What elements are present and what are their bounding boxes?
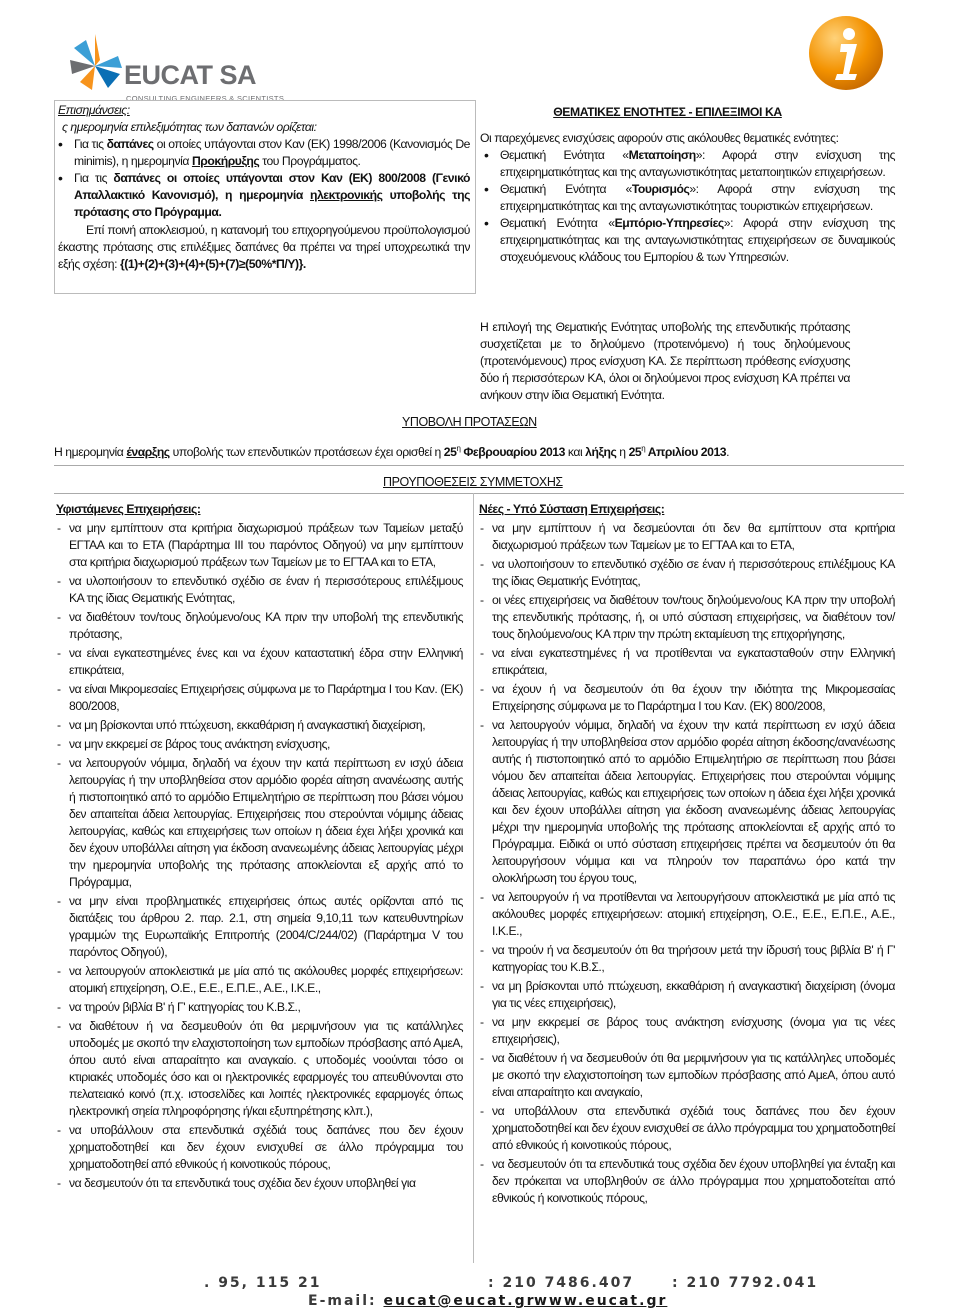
- footer-tel: : 210 7486.407: [488, 1275, 635, 1291]
- theme-item-tourism: • Θεματική Ενότητα «Τουρισμός»: Αφορά στην ενίσχυση της επιχειρηματικότητας και της ανταγωνιστικότητας τουριστικών επιχειρήσεων.: [484, 181, 895, 215]
- clarifications-intro: ς ημερομηνία επιλεξιμότητας των δαπανών ορίζεται:: [62, 120, 317, 134]
- footer-web-row: [534, 1293, 667, 1309]
- new-heading: Νέες - Υπό Σύσταση Επιχειρήσεις:: [479, 502, 665, 516]
- condition-item: - να υλοποιήσουν το επενδυτικό σχέδιο σε έναν ή περισσότερους επιλέξιμους ΚΑ της ίδιας Θεματικής Ενότητας,: [479, 556, 895, 590]
- submission-dates: Η ημερομηνία έναρξης υποβολής των επενδυτικών προτάσεων έχει ορισθεί η $25^\eta$ Φεβρουαρίου 2013 και λήξης η $25^\eta$ Απριλίου 2013.: [54, 444, 730, 460]
- condition-item: - να μη βρίσκονται υπό πτώχευση, εκκαθάριση ή αναγκαστική διαχείριση,: [56, 717, 463, 734]
- info-icon: [805, 12, 887, 94]
- footer-email-link[interactable]: eucat@eucat.gr: [383, 1293, 536, 1309]
- existing-businesses: [56, 501, 463, 1194]
- footer-address: . 95, 115 21: [204, 1275, 322, 1291]
- clarifications: [58, 102, 470, 273]
- condition-item: - να υποβάλλουν στα επενδυτικά σχέδιά τους δαπάνες που δεν έχουν χρηματοδοτηθεί και δεν έχουν ενισχυθεί σε άλλο πρόγραμμα του χρηματοδοτηθεί από εθνικούς ή κοινοτικούς πόρους,: [479, 1103, 895, 1154]
- condition-item: - να διαθέτουν τον/τους δηλούμενο/ους ΚΑ πριν την υποβολή της επενδυτικής πρότασης,: [56, 609, 463, 643]
- condition-item: - να μην εκκρεμεί σε βάρος τους ανάκτηση ενίσχυσης (όνομα για τις νέες επιχειρήσεις),: [479, 1014, 895, 1048]
- divider: [54, 493, 904, 494]
- divider: [54, 465, 904, 466]
- clarification-allocation: Επί ποινή αποκλεισμού, η κατανομή του επιχορηγούμενου προϋπολογισμού έκαστης πρότασης στις επιλέξιμες δαπάνες θα πρέπει να τηρεί υποχρεωτικά την εξής σχέση: {(1)+(2)+(3)+(4)+(5)+(7)≥(50%*Π/Υ)}.: [58, 223, 470, 271]
- condition-item: - να δεσμευτούν ότι τα επενδυτικά τους σχέδια δεν έχουν υποβληθεί για ένταξη και δεν πρόκειται να υποβληθούν σε άλλο πρόγραμμα που χρηματοδοτείται από εθνικούς ή κοινοτικούς πόρους,: [479, 1156, 895, 1207]
- column-divider: [473, 493, 474, 1263]
- new-conditions-list: [479, 520, 895, 1207]
- footer-email-row: [308, 1293, 536, 1309]
- condition-item: - να έχουν ή να δεσμευτούν ότι θα έχουν την ιδιότητα της Μικρομεσαίας Επιχείρησης σύμφωνα με το Παράρτημα Ι του Καν. (ΕΚ) 800/2008,: [479, 681, 895, 715]
- condition-item: - να μη βρίσκονται υπό πτώχευση, εκκαθάριση ή αναγκαστική διαχείριση (όνομα για τις νέες επιχειρήσεις),: [479, 978, 895, 1012]
- conditions-heading: ΠΡΟΥΠΟΘΕΣΕΙΣ ΣΥΜΜΕΤΟΧΗΣ: [383, 475, 563, 489]
- condition-item: - να λειτουργούν αποκλειστικά με μία από τις ακόλουθες μορφές επιχειρήσεων: ατομική επιχείρηση, Ο.Ε., Ε.Ε., Ε.Π.Ε., Α.Ε., Ι.Κ.Ε.,: [56, 963, 463, 997]
- footer-web-link[interactable]: www.eucat.gr: [534, 1293, 668, 1309]
- condition-item: - να τηρούν βιβλία Β' ή Γ' κατηγορίας του Κ.Β.Σ.,: [56, 999, 463, 1016]
- new-businesses: [479, 501, 895, 1209]
- condition-item: - να μην εμπίπτουν ή να δεσμεύονται ότι δεν θα εμπίπτουν στα κριτήρια διαχωρισμού πράξεων των Ταμείων με το ΕΓΤΑΑ και το ΕΤΑ,: [479, 520, 895, 554]
- logo-tagline: CONSULTING ENGINEERS & SCIENTISTS: [126, 94, 285, 103]
- themes-intro: Οι παρεχόμενες ενισχύσεις αφορούν στις ακόλουθες θεματικές ενότητες:: [480, 131, 839, 145]
- footer-email-label: E-mail:: [308, 1293, 384, 1309]
- condition-item: - να είναι Μικρομεσαίες Επιχειρήσεις σύμφωνα με το Παράρτημα Ι του Καν. (ΕΚ) 800/2008,: [56, 681, 463, 715]
- eucat-logo: [60, 18, 285, 103]
- condition-item: - να είναι εγκατεστημένες ή να προτίθενται να εγκατασταθούν στην Ελληνική επικράτεια,: [479, 645, 895, 679]
- allocation-formula: {(1)+(2)+(3)+(4)+(5)+(7)≥(50%*Π/Υ)}.: [119, 257, 306, 271]
- logo-name: EUCAT SA: [124, 60, 257, 90]
- existing-heading: Υφιστάμενες Επιχειρήσεις:: [56, 502, 201, 516]
- clarifications-heading: Επισημάνσεις:: [58, 103, 130, 117]
- condition-item: - να μην εμπίπτουν στα κριτήρια διαχωρισμού πράξεων των Ταμείων μεταξύ ΕΓΤΑΑ και το ΕΤΑ (Παράρτημα ΙΙΙ του παρόντος Οδηγού) να μην εμπίπτουν στα κριτήρια διαχωρισμού πράξεων των Ταμείων με το ΕΓΤΑΑ και το ΕΤΑ,: [56, 520, 463, 571]
- theme-item-commerce: • Θεματική Ενότητα «Εμπόριο-Υπηρεσίες»: Αφορά στην ενίσχυση της επιχειρηματικότητας και της ανταγωνιστικότητας επιχειρήσεων σε δυναμικούς στοχευόμενους κλάδους του Εμπορίου & των Υπηρεσιών.: [484, 215, 895, 266]
- condition-item: - να λειτουργούν νόμιμα, δηλαδή να έχουν την κατά περίπτωση εν ισχύ άδεια λειτουργίας ή την υποβληθείσα στον αρμόδιο φορέα αίτηση ανανέωσης αυτής ή πιστοποιητικό από το αρμόδιο Επιμελητήριο σε περίπτωση που βάσει νόμου δεν απαιτείται άδεια λειτουργίας. Επιχειρήσεις που στερούνται νόμιμης άδειας λειτουργίας, καθώς και επιχειρήσεις των οποίων η άδεια έχει λήξει χρονικά και δεν έχουν υποβάλλει αίτηση για έκδοση ανανεωμένης άδειας λειτουργίας μέχρι την ημερομηνία υποβολής της πρότασης αποκλείονται εξ αρχής από το Πρόγραμμα,: [56, 755, 463, 891]
- themes-note: Η επιλογή της Θεματικής Ενότητας υποβολής της επενδυτικής πρότασης συσχετίζεται με το δηλούμενο (προτεινόμενο) ή τους δηλούμενους (προτεινόμενους) προς ενίσχυση ΚΑ. Σε περίπτωση πρόθεσης ενίσχυσης δύο ή περισσότερων ΚΑ, όλοι οι δηλούμενοι προς ενίσχυση ΚΑ πρέπει να ανήκουν στην ίδια Θεματική Ενότητα.: [480, 320, 850, 402]
- condition-item: - να υλοποιήσουν το επενδυτικό σχέδιο σε έναν ή περισσότερους επιλέξιμους ΚΑ της ίδιας Θεματικής Ενότητας,: [56, 573, 463, 607]
- condition-item: - να μην είναι προβληματικές επιχειρήσεις όπως αυτές ορίζονται από τις διατάξεις του άρθρου 2. παρ. 2.1, στη σημεία 9,10,11 των κατευθυντηρίων γραμμών της Ευρωπαϊκής Επιτροπής (2004/C/244/02) (Παράρτημα V του παρόντος Οδηγού),: [56, 893, 463, 961]
- condition-item: - να διαθέτουν ή να δεσμευθούν ότι θα μεριμνήσουν για τις κατάλληλες υποδομές με σκοπό την ελαχιστοποίηση των εμποδίων πρόσβασης από ΑμεΑ, όπου αυτό είναι απαραίτητο και αναγκαίο,: [479, 1050, 895, 1101]
- existing-conditions-list: [56, 520, 463, 1192]
- condition-item: - να λειτουργούν νόμιμα, δηλαδή να έχουν την κατά περίπτωση εν ισχύ άδεια λειτουργίας ή την υποβληθείσα στον αρμόδιο φορέα αίτηση έκδοσης/ανανέωσης αυτής ή πιστοποιητικό από το αρμόδιο Επιμελητήριο σε περίπτωση που βάσει νόμου δεν απαιτείται άδεια λειτουργίας. Επιχειρήσεις που στερούνται νόμιμης άδειας λειτουργίας, καθώς και επιχειρήσεις των οποίων η άδεια έχει λήξει χρονικά και δεν έχουν υποβάλλει αίτηση για έκδοση ανανεωμένης άδειας λειτουργίας μέχρι την ημερομηνία υποβολής της πρότασης αποκλείονται εξ αρχής από το Πρόγραμμα. Ειδικά οι υπό σύσταση επιχειρήσεις πρέπει να δεσμευτούν ότι θα λειτουργήσουν νόμιμα και να πληρούν τον παραπάνω όρο κατά την ολοκλήρωση του έργου τους,: [479, 717, 895, 887]
- logo-mark-icon: [60, 26, 130, 96]
- clarification-item-deminimis: • Για τις δαπάνες οι οποίες υπάγονται στον Καν (ΕΚ) 1998/2006 (Κανονισμός De minimis), η ημερομηνία Προκήρυξης του Προγράμματος.: [58, 136, 470, 170]
- footer-fax: : 210 7792.041: [672, 1275, 819, 1291]
- theme-item-manufacturing: • Θεματική Ενότητα «Μεταποίηση»: Αφορά στην ενίσχυση της επιχειρηματικότητας και της ανταγωνιστικότητας μεταποιητικών επιχειρήσεων.: [484, 147, 895, 181]
- submission-heading: ΥΠΟΒΟΛΗ ΠΡΟΤΑΣΕΩΝ: [402, 415, 537, 429]
- clarification-item-gber: • Για τις δαπάνες οι οποίες υπάγονται στον Καν (ΕΚ) 800/2008 (Γενικό Απαλλακτικό Κανονισμό), η ημερομηνία ηλεκτρονικής υποβολής της πρότασης στο Πρόγραμμα.: [58, 170, 470, 221]
- themes-section: [480, 104, 895, 266]
- condition-item: - να δεσμευτούν ότι τα επενδυτικά τους σχέδια δεν έχουν υποβληθεί για: [56, 1175, 463, 1192]
- condition-item: - να μην εκκρεμεί σε βάρος τους ανάκτηση ενίσχυσης,: [56, 736, 463, 753]
- condition-item: - να υποβάλλουν στα επενδυτικά σχέδιά τους δαπάνες που δεν έχουν χρηματοδοτηθεί και δεν έχουν ενισχυθεί σε άλλο πρόγραμμα του χρηματοδοτηθεί από εθνικούς ή κοινοτικούς πόρους,: [56, 1122, 463, 1173]
- condition-item: - να είναι εγκατεστημένες ένες και να έχουν καταστατική έδρα στην Ελληνική επικράτεια,: [56, 645, 463, 679]
- condition-item: - να λειτουργούν ή να προτίθενται να λειτουργήσουν αποκλειστικά με μία από τις ακόλουθες μορφές επιχειρήσεων: ατομική επιχείρηση, Ο.Ε., Ε.Ε., Ε.Π.Ε., Α.Ε., Ι.Κ.Ε.,: [479, 889, 895, 940]
- condition-item: - να διαθέτουν ή να δεσμευθούν ότι θα μεριμνήσουν για τις κατάλληλες υποδομές με σκοπό την ελαχιστοποίηση των εμποδίων πρόσβασης από ΑμεΑ, όπου αυτό είναι απαραίτητο και αναγκαίο. ς υποδομές νοούνται τόσο οι κτιριακές υποδομές όσο και οι ηλεκτρονικές εφαρμογές του απευθύνονται στο πελατειακό κοινό (π.χ. ιστοσελίδες και λοιπές ηλεκτρονικές εφαρμογές όπως ηλεκτρονική σηεία πληροφόρησης ή/και εξυπηρέτησης κλπ.),: [56, 1018, 463, 1120]
- themes-heading: ΘΕΜΑΤΙΚΕΣ ΕΝΟΤΗΤΕΣ - ΕΠΙΛΕΞΙΜΟΙ ΚΑ: [553, 105, 782, 119]
- condition-item: - οι νέες επιχειρήσεις να διαθέτουν τον/τους δηλούμενο/ους ΚΑ πριν την υποβολή της επενδυτικής πρότασης, ή, οι υπό σύσταση επιχειρήσεις, να διαθέτουν τον/τους δηλούμενο/ους ΚΑ πριν την πρώτη εκταμίευση της επιχορήγησης,: [479, 592, 895, 643]
- condition-item: - να τηρούν ή να δεσμευτούν ότι θα τηρήσουν μετά την ίδρυσή τους βιβλία Β' ή Γ' κατηγορίας του Κ.Β.Σ.,: [479, 942, 895, 976]
